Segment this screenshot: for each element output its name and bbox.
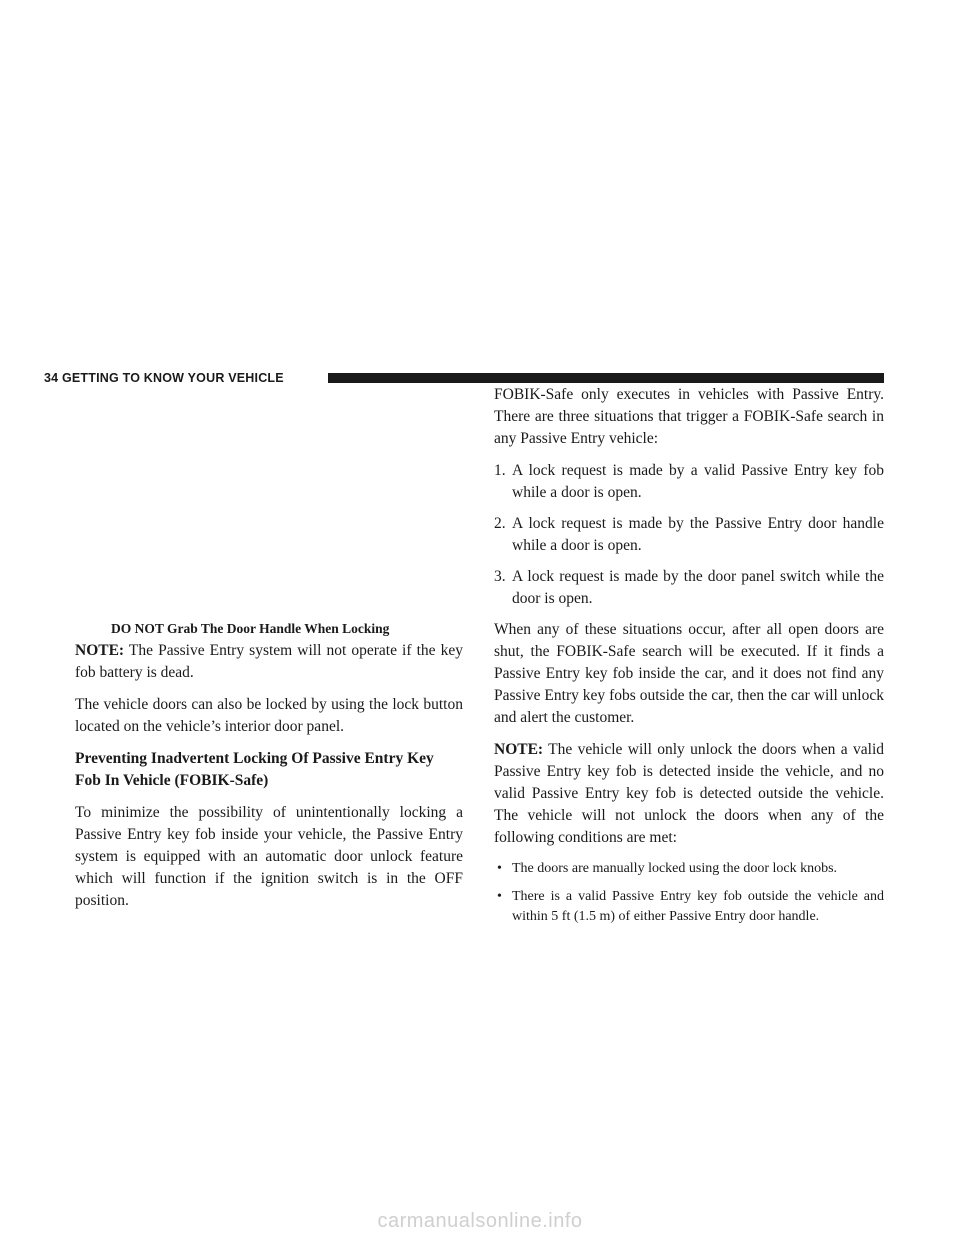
- list-item: 3. A lock request is made by the door panel switch while the door is open.: [494, 568, 884, 607]
- note-text: The vehicle will only unlock the doors when a valid Passive Entry key fob is detected inside the vehicle, and no valid Passive Entry key fob is detected outside the vehicle. The vehicle will not unlock the doors when any of the following conditions are met:: [494, 741, 884, 846]
- paragraph-search-result: When any of these situations occur, after all open doors are shut, the FOBIK-Safe search will be executed. If it finds a Passive Entry key fob inside the car, and it does not find any Passive Entry key fobs outside the car, then the car will unlock and alert the customer.: [494, 621, 884, 726]
- watermark: carmanualsonline.info: [377, 1210, 583, 1232]
- bullet-icon: •: [497, 889, 502, 904]
- page-number-section-title: 34 GETTING TO KNOW YOUR VEHICLE: [44, 371, 284, 385]
- paragraph-lock-button: The vehicle doors can also be locked by using the lock button located on the vehicle’s interior door panel.: [75, 696, 463, 735]
- note-text: The Passive Entry system will not operate if the key fob battery is dead.: [75, 642, 463, 681]
- left-column: [75, 620, 463, 922]
- list-item: • There is a valid Passive Entry key fob outside the vehicle and within 5 ft (1.5 m) of either Passive Entry door handle.: [497, 889, 884, 924]
- subheading-fobik-safe: Preventing Inadvertent Locking Of Passive Entry Key Fob In Vehicle (FOBIK-Safe): [75, 750, 434, 789]
- note-paragraph-1: [75, 640, 463, 684]
- right-column: [494, 384, 884, 935]
- note-label: NOTE:: [494, 741, 544, 758]
- conditions-list: [494, 859, 884, 927]
- list-item: 2. A lock request is made by the Passive Entry door handle while a door is open.: [494, 515, 884, 554]
- paragraph-fobik-execution: FOBIK-Safe only executes in vehicles with Passive Entry. There are three situations that trigger a FOBIK-Safe search in any Passive Entry vehicle:: [494, 386, 884, 447]
- note-paragraph-2: [494, 739, 884, 849]
- trigger-list: [494, 460, 884, 610]
- bullet-icon: •: [497, 861, 502, 876]
- header-rule: [328, 373, 884, 383]
- figure-caption: DO NOT Grab The Door Handle When Locking: [111, 621, 390, 636]
- paragraph-fobik-intro: To minimize the possibility of unintentionally locking a Passive Entry key fob inside your vehicle, the Passive Entry system is equipped with an automatic door unlock feature which will function if the ignition switch is in the OFF position.: [75, 804, 463, 909]
- list-item: • The doors are manually locked using the door lock knobs.: [494, 859, 884, 879]
- note-label: NOTE:: [75, 642, 125, 659]
- list-item: 1. A lock request is made by a valid Passive Entry key fob while a door is open.: [494, 462, 884, 501]
